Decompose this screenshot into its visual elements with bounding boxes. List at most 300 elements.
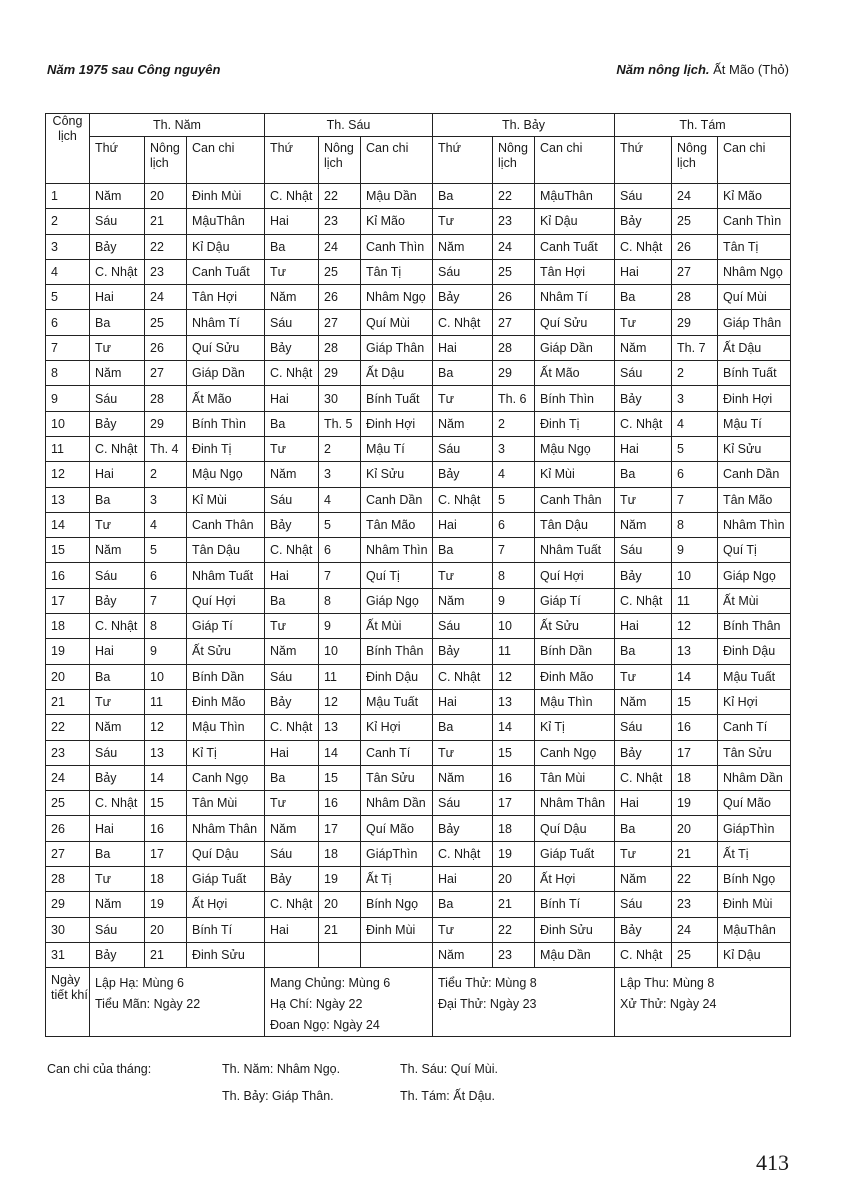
- lunar-day-cell: 29: [493, 361, 535, 386]
- weekday-cell: Bảy: [433, 639, 493, 664]
- lunar-day-cell: 7: [145, 588, 187, 613]
- lunar-day-cell: 18: [145, 867, 187, 892]
- tiet-khi-entry: Tiểu Mãn: Ngày 22: [95, 997, 201, 1012]
- cong-lich-day-cell: 30: [46, 917, 90, 942]
- table-row: [46, 942, 791, 967]
- can-chi-thang-7: Th. Bảy: Giáp Thân.: [222, 1089, 334, 1103]
- lunar-day-cell: 16: [145, 816, 187, 841]
- weekday-cell: Ba: [265, 588, 319, 613]
- lunar-day-cell: 27: [493, 310, 535, 335]
- can-chi-cell: Mậu Ngọ: [187, 462, 265, 487]
- lunar-day-cell: 24: [145, 285, 187, 310]
- can-chi-cell: Nhâm Ngọ: [361, 285, 433, 310]
- tiet-khi-entry: Lập Thu: Mùng 8: [620, 976, 715, 991]
- lunar-day-cell: 14: [672, 664, 718, 689]
- can-chi-cell: Canh Dần: [718, 462, 791, 487]
- can-chi-cell: Tân Sửu: [361, 765, 433, 790]
- can-chi-cell: Bính Tuất: [718, 361, 791, 386]
- can-chi-cell: Canh Ngọ: [535, 740, 615, 765]
- sub-header-can-chi: Can chi: [535, 137, 615, 184]
- cong-lich-day-cell: 3: [46, 234, 90, 259]
- can-chi-cell: Kỉ Dậu: [535, 209, 615, 234]
- can-chi-cell: Quí Tị: [361, 563, 433, 588]
- lunar-day-cell: 16: [672, 715, 718, 740]
- weekday-cell: C. Nhật: [90, 436, 145, 461]
- weekday-cell: Bảy: [615, 563, 672, 588]
- cong-lich-day-cell: 16: [46, 563, 90, 588]
- weekday-cell: Năm: [433, 411, 493, 436]
- weekday-cell: Hai: [265, 740, 319, 765]
- can-chi-cell: Quí Dậu: [187, 841, 265, 866]
- can-chi-cell: Nhâm Thìn: [361, 538, 433, 563]
- can-chi-cell: Giáp Tí: [535, 588, 615, 613]
- can-chi-thang-5: Th. Năm: Nhâm Ngọ.: [222, 1062, 341, 1076]
- can-chi-cell: Đinh Tị: [187, 436, 265, 461]
- lunar-day-cell: 21: [145, 209, 187, 234]
- table-row: [46, 816, 791, 841]
- weekday-cell: Năm: [90, 715, 145, 740]
- lunar-day-cell: 23: [145, 259, 187, 284]
- weekday-cell: Tư: [90, 689, 145, 714]
- cong-lich-day-cell: 18: [46, 614, 90, 639]
- lunar-day-cell: 11: [493, 639, 535, 664]
- weekday-cell: Tư: [615, 310, 672, 335]
- sub-header-can-chi: Can chi: [361, 137, 433, 184]
- can-chi-cell: Đinh Dậu: [361, 664, 433, 689]
- cong-lich-day-cell: 10: [46, 411, 90, 436]
- can-chi-cell: Giáp Ngọ: [361, 588, 433, 613]
- can-chi-cell: Nhâm Tí: [535, 285, 615, 310]
- can-chi-cell: Giáp Dần: [187, 361, 265, 386]
- lunar-day-cell: 10: [493, 614, 535, 639]
- cong-lich-day-cell: 9: [46, 386, 90, 411]
- lunar-day-cell: 18: [493, 816, 535, 841]
- lunar-day-cell: 26: [493, 285, 535, 310]
- can-chi-cell: Mậu Thìn: [535, 689, 615, 714]
- weekday-cell: Ba: [433, 184, 493, 209]
- can-chi-cell: Bính Thìn: [535, 386, 615, 411]
- weekday-cell: Năm: [433, 942, 493, 967]
- cong-lich-day-cell: 2: [46, 209, 90, 234]
- lunar-day-cell: 8: [319, 588, 361, 613]
- tiet-khi-entry: Xử Thử: Ngày 24: [620, 997, 717, 1012]
- lunar-day-cell: 9: [145, 639, 187, 664]
- can-chi-cell: Tân Hợi: [535, 259, 615, 284]
- weekday-cell: Sáu: [90, 563, 145, 588]
- lunar-day-cell: 23: [493, 942, 535, 967]
- lunar-day-cell: 25: [672, 942, 718, 967]
- lunar-day-cell: 22: [672, 867, 718, 892]
- weekday-cell: Năm: [433, 588, 493, 613]
- weekday-cell: C. Nhật: [433, 310, 493, 335]
- can-chi-cell: Tân Dậu: [187, 538, 265, 563]
- page-header-left: Năm 1975 sau Công nguyên: [47, 62, 221, 77]
- lunar-day-cell: 15: [145, 791, 187, 816]
- weekday-cell: Tư: [265, 791, 319, 816]
- weekday-cell: Sáu: [433, 259, 493, 284]
- weekday-cell: Sáu: [265, 310, 319, 335]
- can-chi-cell: Quí Hợi: [187, 588, 265, 613]
- weekday-cell: Ba: [433, 892, 493, 917]
- can-chi-cell: Bính Thân: [361, 639, 433, 664]
- cong-lich-day-cell: 26: [46, 816, 90, 841]
- tiet-khi-entry: Mang Chủng: Mùng 6: [270, 976, 391, 991]
- table-row: [46, 411, 791, 436]
- can-chi-cell: Canh Ngọ: [187, 765, 265, 790]
- can-chi-cell: Giáp Tí: [187, 614, 265, 639]
- weekday-cell: Sáu: [433, 791, 493, 816]
- lunar-day-cell: 5: [672, 436, 718, 461]
- can-chi-cell: Nhâm Dần: [718, 765, 791, 790]
- lunar-day-cell: 15: [672, 689, 718, 714]
- can-chi-cell: Giáp Ngọ: [718, 563, 791, 588]
- can-chi-cell: MậuThân: [718, 917, 791, 942]
- weekday-cell: Hai: [90, 639, 145, 664]
- sub-header-thu: Thứ: [265, 137, 319, 184]
- can-chi-cell: Nhâm Thân: [535, 791, 615, 816]
- lunar-day-cell: 25: [493, 259, 535, 284]
- can-chi-cell: Đinh Mão: [535, 664, 615, 689]
- can-chi-cell: Quí Hợi: [535, 563, 615, 588]
- can-chi-cell: Mậu Tí: [718, 411, 791, 436]
- lunar-day-cell: 21: [145, 942, 187, 967]
- can-chi-cell: Mậu Dần: [535, 942, 615, 967]
- lunar-day-cell: 28: [145, 386, 187, 411]
- table-row: [46, 487, 791, 512]
- lunar-day-cell: 22: [493, 184, 535, 209]
- lunar-day-cell: 11: [145, 689, 187, 714]
- can-chi-cell: Quí Mùi: [361, 310, 433, 335]
- cong-lich-day-cell: 14: [46, 512, 90, 537]
- weekday-cell: Hai: [265, 386, 319, 411]
- can-chi-cell: Canh Thìn: [361, 234, 433, 259]
- can-chi-cell: GiápThìn: [718, 816, 791, 841]
- lunar-day-cell: 24: [493, 234, 535, 259]
- weekday-cell: Sáu: [615, 184, 672, 209]
- can-chi-cell: Tân Mùi: [535, 765, 615, 790]
- weekday-cell: Ba: [90, 487, 145, 512]
- can-chi-cell: Quí Mão: [361, 816, 433, 841]
- can-chi-cell: Kỉ Dậu: [187, 234, 265, 259]
- can-chi-cell: Giáp Thân: [361, 335, 433, 360]
- can-chi-cell: Kỉ Mão: [718, 184, 791, 209]
- lunar-day-cell: 19: [145, 892, 187, 917]
- sub-header-nong-lich: Nông lịch: [319, 137, 361, 184]
- can-chi-cell: Quí Sửu: [187, 335, 265, 360]
- weekday-cell: Tư: [433, 209, 493, 234]
- lunar-day-cell: 22: [145, 234, 187, 259]
- can-chi-cell: Bính Ngọ: [361, 892, 433, 917]
- can-chi-cell: Mậu Ngọ: [535, 436, 615, 461]
- lunar-day-cell: 17: [145, 841, 187, 866]
- lunar-day-cell: 16: [319, 791, 361, 816]
- can-chi-cell: Mậu Tuất: [718, 664, 791, 689]
- weekday-cell: C. Nhật: [265, 538, 319, 563]
- cong-lich-day-cell: 1: [46, 184, 90, 209]
- can-chi-cell: Ất Tị: [361, 867, 433, 892]
- table-row: [46, 892, 791, 917]
- lunar-day-cell: 8: [493, 563, 535, 588]
- table-row: [46, 234, 791, 259]
- weekday-cell: C. Nhật: [433, 841, 493, 866]
- weekday-cell: C. Nhật: [90, 791, 145, 816]
- table-row: [46, 209, 791, 234]
- lunar-day-cell: 21: [672, 841, 718, 866]
- table-row: [46, 867, 791, 892]
- weekday-cell: Ba: [90, 841, 145, 866]
- weekday-cell: Sáu: [433, 436, 493, 461]
- lunar-day-cell: 20: [493, 867, 535, 892]
- weekday-cell: Bảy: [265, 867, 319, 892]
- can-chi-cell: MậuThân: [187, 209, 265, 234]
- weekday-cell: Hai: [90, 816, 145, 841]
- table-row: [46, 917, 791, 942]
- lunar-day-cell: 27: [672, 259, 718, 284]
- month-header: Th. Tám: [615, 114, 791, 137]
- table-row: [46, 563, 791, 588]
- can-chi-cell: Giáp Tuất: [535, 841, 615, 866]
- can-chi-cell: Mậu Tí: [361, 436, 433, 461]
- tiet-khi-cell: [433, 968, 615, 1037]
- cong-lich-day-cell: 24: [46, 765, 90, 790]
- weekday-cell: Bảy: [433, 462, 493, 487]
- table-row: [46, 841, 791, 866]
- cong-lich-day-cell: 12: [46, 462, 90, 487]
- lunar-day-cell: 10: [319, 639, 361, 664]
- can-chi-thang-label: Can chi của tháng:: [47, 1062, 152, 1076]
- tiet-khi-cell: [90, 968, 265, 1037]
- table-row: [46, 184, 791, 209]
- table-row: [46, 386, 791, 411]
- lunar-day-cell: 3: [493, 436, 535, 461]
- lunar-day-cell: 20: [672, 816, 718, 841]
- weekday-cell: Tư: [90, 867, 145, 892]
- table-row: [46, 310, 791, 335]
- lunar-day-cell: 12: [145, 715, 187, 740]
- weekday-cell: Năm: [90, 538, 145, 563]
- weekday-cell: C. Nhật: [265, 184, 319, 209]
- cong-lich-day-cell: 15: [46, 538, 90, 563]
- weekday-cell: Bảy: [615, 209, 672, 234]
- lunar-day-cell: 27: [145, 361, 187, 386]
- lunar-day-cell: 4: [319, 487, 361, 512]
- lunar-day-cell: 23: [319, 209, 361, 234]
- weekday-cell: C. Nhật: [265, 361, 319, 386]
- weekday-cell: Bảy: [615, 386, 672, 411]
- col-cong-lich: Công lịch: [46, 114, 90, 184]
- weekday-cell: Tư: [90, 335, 145, 360]
- lunar-day-cell: 29: [319, 361, 361, 386]
- cong-lich-day-cell: 22: [46, 715, 90, 740]
- lunar-day-cell: 4: [493, 462, 535, 487]
- sub-header-can-chi: Can chi: [718, 137, 791, 184]
- tiet-khi-entry: Tiểu Thử: Mùng 8: [438, 976, 537, 991]
- can-chi-cell: Mậu Dần: [361, 184, 433, 209]
- lunar-day-cell: 12: [319, 689, 361, 714]
- lunar-day-cell: 6: [493, 512, 535, 537]
- lunar-day-cell: 12: [672, 614, 718, 639]
- lunar-day-cell: Th. 6: [493, 386, 535, 411]
- weekday-cell: C. Nhật: [615, 411, 672, 436]
- can-chi-cell: Kỉ Hợi: [361, 715, 433, 740]
- can-chi-cell: Tân Tị: [361, 259, 433, 284]
- weekday-cell: Tư: [433, 563, 493, 588]
- can-chi-cell: Kỉ Mão: [361, 209, 433, 234]
- tiet-khi-entry: Lập Hạ: Mùng 6: [95, 976, 184, 991]
- can-chi-cell: Quí Mão: [718, 791, 791, 816]
- weekday-cell: Ba: [615, 639, 672, 664]
- tiet-khi-cell: [615, 968, 791, 1037]
- weekday-cell: Sáu: [90, 209, 145, 234]
- month-header: Th. Bảy: [433, 114, 615, 137]
- lunar-day-cell: 19: [319, 867, 361, 892]
- can-chi-cell: Đinh Sửu: [535, 917, 615, 942]
- can-chi-cell: Mậu Thìn: [187, 715, 265, 740]
- lunar-day-cell: 24: [319, 234, 361, 259]
- cong-lich-day-cell: 31: [46, 942, 90, 967]
- can-chi-cell: Quí Tị: [718, 538, 791, 563]
- lunar-day-cell: 15: [319, 765, 361, 790]
- lunar-day-cell: 23: [672, 892, 718, 917]
- weekday-cell: Hai: [265, 563, 319, 588]
- weekday-cell: Bảy: [265, 335, 319, 360]
- month-header: Th. Sáu: [265, 114, 433, 137]
- can-chi-cell: Kỉ Dậu: [718, 942, 791, 967]
- weekday-cell: Năm: [265, 462, 319, 487]
- can-chi-cell: Giáp Thân: [718, 310, 791, 335]
- can-chi-cell: Tân Mùi: [187, 791, 265, 816]
- can-chi-cell: Nhâm Ngọ: [718, 259, 791, 284]
- weekday-cell: Ba: [433, 715, 493, 740]
- weekday-cell: Bảy: [90, 765, 145, 790]
- can-chi-cell: Kỉ Tị: [535, 715, 615, 740]
- lunar-day-cell: 5: [493, 487, 535, 512]
- lunar-day-cell: 7: [319, 563, 361, 588]
- weekday-cell: Tư: [433, 740, 493, 765]
- can-chi-cell: Bính Tí: [187, 917, 265, 942]
- lunar-day-cell: 17: [319, 816, 361, 841]
- lunar-day-cell: 19: [493, 841, 535, 866]
- table-row: [46, 715, 791, 740]
- tiet-khi-entry: Đại Thử: Ngày 23: [438, 997, 537, 1012]
- weekday-cell: Tư: [265, 614, 319, 639]
- lunar-day-cell: 9: [672, 538, 718, 563]
- lunar-day-cell: 28: [493, 335, 535, 360]
- can-chi-cell: Canh Tuất: [187, 259, 265, 284]
- weekday-cell: Bảy: [615, 740, 672, 765]
- cong-lich-day-cell: 4: [46, 259, 90, 284]
- weekday-cell: Hai: [265, 917, 319, 942]
- tiet-khi-cell: [265, 968, 433, 1037]
- weekday-cell: C. Nhật: [615, 588, 672, 613]
- cong-lich-day-cell: 29: [46, 892, 90, 917]
- can-chi-cell: Kỉ Mùi: [187, 487, 265, 512]
- lunar-day-cell: Th. 4: [145, 436, 187, 461]
- weekday-cell: Năm: [90, 361, 145, 386]
- can-chi-cell: Bính Dần: [535, 639, 615, 664]
- lunar-day-cell: 26: [319, 285, 361, 310]
- can-chi-cell: Nhâm Thân: [187, 816, 265, 841]
- lunar-day-cell: 17: [672, 740, 718, 765]
- cong-lich-day-cell: 21: [46, 689, 90, 714]
- table-row: [46, 285, 791, 310]
- weekday-cell: Năm: [615, 512, 672, 537]
- cong-lich-day-cell: 5: [46, 285, 90, 310]
- lunar-year-value: Ất Mão (Thỏ): [713, 62, 789, 77]
- lunar-day-cell: 6: [672, 462, 718, 487]
- table-row: [46, 462, 791, 487]
- lunar-day-cell: 15: [493, 740, 535, 765]
- lunar-day-cell: 14: [319, 740, 361, 765]
- lunar-day-cell: 13: [493, 689, 535, 714]
- lunar-day-cell: 9: [319, 614, 361, 639]
- lunar-day-cell: 18: [672, 765, 718, 790]
- can-chi-cell: Tân Hợi: [187, 285, 265, 310]
- weekday-cell: Ba: [615, 285, 672, 310]
- weekday-cell: Hai: [433, 867, 493, 892]
- tiet-khi-entry: Hạ Chí: Ngày 22: [270, 997, 363, 1012]
- can-chi-cell: Bính Tuất: [361, 386, 433, 411]
- weekday-cell: Bảy: [265, 689, 319, 714]
- lunar-day-cell: 2: [145, 462, 187, 487]
- lunar-day-cell: 6: [145, 563, 187, 588]
- can-chi-cell: Nhâm Tuất: [535, 538, 615, 563]
- sub-header-row: [46, 137, 791, 184]
- can-chi-cell: Canh Thân: [535, 487, 615, 512]
- can-chi-cell: MậuThân: [535, 184, 615, 209]
- can-chi-cell: Quí Sửu: [535, 310, 615, 335]
- lunar-day-cell: 22: [493, 917, 535, 942]
- can-chi-cell: Bính Dần: [187, 664, 265, 689]
- weekday-cell: Năm: [265, 285, 319, 310]
- lunar-day-cell: 9: [493, 588, 535, 613]
- weekday-cell: Hai: [433, 512, 493, 537]
- can-chi-cell: Đinh Tị: [535, 411, 615, 436]
- lunar-day-cell: 6: [319, 538, 361, 563]
- cong-lich-day-cell: 11: [46, 436, 90, 461]
- weekday-cell: Bảy: [615, 917, 672, 942]
- lunar-day-cell: 14: [493, 715, 535, 740]
- weekday-cell: Tư: [90, 512, 145, 537]
- can-chi-cell: Đinh Hợi: [718, 386, 791, 411]
- can-chi-cell: Đinh Sửu: [187, 942, 265, 967]
- can-chi-cell: Kỉ Mùi: [535, 462, 615, 487]
- lunar-day-cell: 18: [319, 841, 361, 866]
- weekday-cell: Bảy: [265, 512, 319, 537]
- table-row: [46, 512, 791, 537]
- can-chi-cell: Ất Sửu: [535, 614, 615, 639]
- lunar-day-cell: 26: [145, 335, 187, 360]
- cong-lich-day-cell: 7: [46, 335, 90, 360]
- lunar-day-cell: 25: [672, 209, 718, 234]
- can-chi-cell: Ất Mùi: [361, 614, 433, 639]
- cong-lich-day-cell: 23: [46, 740, 90, 765]
- weekday-cell: Sáu: [265, 487, 319, 512]
- weekday-cell: Tư: [265, 259, 319, 284]
- weekday-cell: Năm: [615, 689, 672, 714]
- lunar-day-cell: 29: [672, 310, 718, 335]
- lunar-day-cell: 26: [672, 234, 718, 259]
- lunar-day-cell: 19: [672, 791, 718, 816]
- cong-lich-day-cell: 8: [46, 361, 90, 386]
- weekday-cell: Hai: [265, 209, 319, 234]
- lunar-day-cell: 13: [145, 740, 187, 765]
- lunar-day-cell: 23: [493, 209, 535, 234]
- lunar-day-cell: 11: [319, 664, 361, 689]
- lunar-day-cell: 20: [319, 892, 361, 917]
- can-chi-cell: Nhâm Thìn: [718, 512, 791, 537]
- lunar-day-cell: 8: [145, 614, 187, 639]
